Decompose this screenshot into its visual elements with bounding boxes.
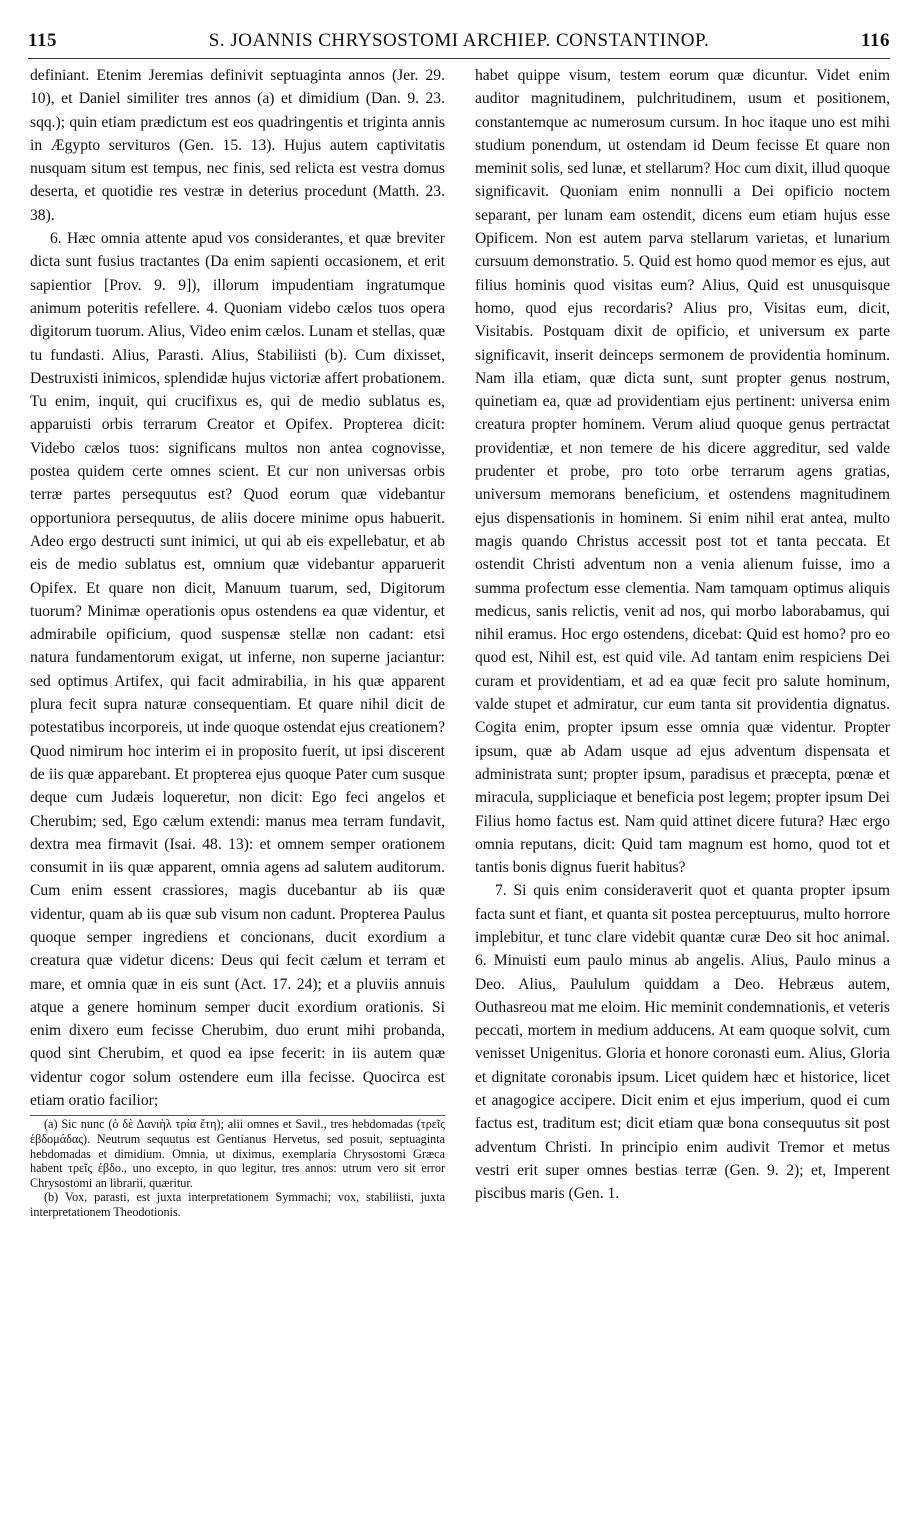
running-title: S. JOANNIS CHRYSOSTOMI ARCHIEP. CONSTANTINOP.	[208, 30, 710, 51]
running-header	[28, 30, 890, 56]
left-paragraph-1: definiant. Etenim Jeremias definivit septuaginta annos (Jer. 29. 10), et Daniel similiter tres annos (a) et dimidium (Dan. 9. 23. sqq.); quin etiam prædictum est eos quadringentis et triginta annis in Ægypto servituros (Gen. 15. 13). Hujus autem captivitatis nusquam situm est tempus, nec finis, sed relicta est vestra domus deserta, et quotidie res vestræ in deterius procedunt (Matth. 23. 38).	[30, 67, 445, 224]
page-number-left: 115	[28, 30, 57, 51]
right-column	[475, 64, 890, 1206]
footnote-b: (b) Vox, parasti, est juxta interpretationem Symmachi; vox, stabiliisti, juxta interpretationem Theodotionis.	[30, 1190, 445, 1219]
left-column	[30, 64, 445, 1220]
left-paragraph-2: 6. Hæc omnia attente apud vos considerantes, et quæ breviter dicta sunt fusius tractantes (Da enim sapienti occasionem, et erit sapientior [Prov. 9. 9]), illorum impudentiam ingratumque animum poteritis refellere. 4. Quoniam videbo cælos tuos opera digitorum tuorum. Alius, Video enim cælos. Lunam et stellas, quæ tu fundasti. Alius, Parasti. Alius, Stabiliisti (b). Cum dixisset, Destruxisti inimicos, splendidæ hujus victoriæ affert probationem. Tu enim, inquit, qui crucifixus es, qui de medio sublatus es, apparuisti orbis terrarum Creator et Opifex. Propterea dicit: Videbo cælos tuos: significans multos non antea cognovisse, postea quidem certe omnes scient. Et cur non universas orbis terræ partes persequutus est? Quod eorum quæ videbantur opportuniora persequutus, de aliis docere minime opus habuerit. Adeo ergo destructi sunt inimici, ut qui ab eis expellebatur, et ab eis de medio sublatus est, omnium quæ videbantur apparuerit Opifex. Et quare non dicit, Manuum tuarum, sed, Digitorum tuorum? Minimæ operationis opus ostendens ea quæ videntur, et admirabile opificium, quod suspensæ stellæ non cadant: etsi natura fundamentorum exigat, ut inferne, non superne jaciantur: sed optimus Artifex, qui facit admirabilia, in his quæ apparent plura fecit supra naturæ consequentiam. Et quare nihil dicit de potestatibus incorporeis, ut inde quoque ostendat ejus creationem? Quod nimirum hoc interim ei in proposito fuerit, ut ipsi discerent de iis quæ apparebant. Et propterea ejus quoque Pater cum susque deque cum Judæis loqueretur, non dicit: Ego feci angelos et Cherubim; sed, Ego cælum extendi: manus mea terram fundavit, dextra mea firmavit (Isai. 48. 13): et omnem semper orationem consumit in iis quæ apparent, omnia agens ad salutem auditorum. Cum enim essent crassiores, magis ducebantur ab iis quæ videntur, quam ab iis quæ sub visum non cadunt. Propterea Paulus quoque semper ingrediens et concionans, ducit exordium a creatura quæ videtur dicens: Deus qui fecit cælum et terram et mare, et omnia quæ in eis sunt (Act. 17. 24); et a pluviis annuis atque a genere hominum semper ducit exordium orationis. Si enim dixero eum fecisse Cherubim, duo erunt mihi probanda, quod sint Cherubim, et quod ea ipse fecerit: in iis autem quæ videntur cogor solum ostendere eum illa fecisse. Quocirca est etiam oratio facilior;	[30, 230, 445, 1110]
page-number-right: 116	[861, 30, 890, 51]
footnotes	[30, 1115, 445, 1219]
header-rule	[28, 58, 890, 59]
footnote-a: (a) Sic nunc (ὁ δὲ Δανιὴλ τρία ἔτη); alii omnes et Savil., tres hebdomadas (τρεῖς ἑβδομάδας). Neutrum sequutus est Gentianus Hervetus, sed posuit, septuaginta hebdomadas et dimidium. Omnia, ut diximus, exemplaria Chrysostomi Græca habent τρεῖς ἑβδο., uno excepto, in quo legitur, tres annos: utrum vero sit error Chrysostomi an librarii, quæritur.	[30, 1117, 445, 1190]
right-paragraph-2: 7. Si quis enim consideraverit quot et quanta propter ipsum facta sunt et fiant, et quanta sit postea perceptuurus, multo horrore implebitur, et tunc clare videbit quantæ curæ Deo sit hoc animal. 6. Minuisti eum paulo minus ab angelis. Alius, Paulo minus a Deo. Alius, Paululum quiddam a Deo. Hebræus autem, Outhasreou mat me eloim. Hic meminit condemnationis, et veteris peccati, mortem in medium adducens. At eam quoque solvit, cum venisset Unigenitus. Gloria et honore coronasti eum. Alius, Gloria et dignitate coronabis ipsum. Licet quidem hæc et historice, licet et anagogice accipere. Dicit enim et ejus imperium, quod ei cum factus est, traditum est; dicit etiam quæ bona consequutus sit post adventum Christi. In principio enim audivit Tremor et metus vestri erit super omnes bestias terræ (Gen. 9. 2); et, Imperent piscibus maris (Gen. 1.	[475, 882, 890, 1203]
right-paragraph-1: habet quippe visum, testem eorum quæ dicuntur. Videt enim auditor magnitudinem, pulchritudinem, usum et positionem, constantemque ac numerosum cursum. In hoc itaque uno est mihi studium ponendum, ut ostendam id Deum fecisse Et quare non meminit solis, sed lunæ, et stellarum? Hoc cum dixit, illud quoque significavit. Quoniam enim nonnulli a Dei opificio noctem separant, per lunam eam ostendit, dicens eum etiam hujus esse Opificem. Non est autem parva stellarum varietas, et lunarium cursuum demonstratio. 5. Quid est homo quod memor es ejus, aut filius hominis quod visitas eum? Alius, Quid est unusquisque homo, quod ejus recordaris? Alius pro, Visitas eum, dicit, Visitabis. Postquam dixit de opificio, et universum ex parte significavit, inserit deinceps sermonem de providentia hominum. Nam illa etiam, quæ dicta sunt, sunt propter genus nostrum, quinetiam ea, quæ ad providentiam ejus pertinent: universa enim creatura propter hominem. Verum aliud quoque genus pertractat providentiæ, et non temere de his dicere aggreditur, sed valde prudenter et probe, pro toto orbe terrarum agens gratias, universum memorans beneficium, et ostendens magnitudinem ejus dispensationis in hominem. Si enim nihil erat antea, multo magis quando Christus accessit post tot et tanta peccata. Et ostendit Christi adventum non a venia alienum fuisse, imo a summa profectum esse clementia. Nam tamquam optimus aliquis medicus, sanis relictis, venit ad nos, qui morbo laborabamus, qui nihil eramus. Hoc ergo ostendens, dicebat: Quid est homo? pro eo quod est, Nihil est, est quid vile. Ad tantam enim respiciens Dei curam et providentiam, et ad ea quæ fecit pro salute hominum, valde stupet et admiratur, cur eum tanta sit providentia dignatus. Cogita enim, propter ipsum esse omnia quæ videntur. Propter ipsum, quæ ab Adam usque ad ejus adventum dispensata et administrata sunt; propter ipsum, paradisus et præcepta, pœnæ et miracula, suppliciaque et beneficia post legem; propter ipsum Dei Filius homo factus est. Nam quid attinet dicere futura? Hæc ergo omnia reputans, dicit: Quid tam magnum est homo, quod tot et tantis bonis dignus fuerit habitus?	[475, 67, 890, 877]
